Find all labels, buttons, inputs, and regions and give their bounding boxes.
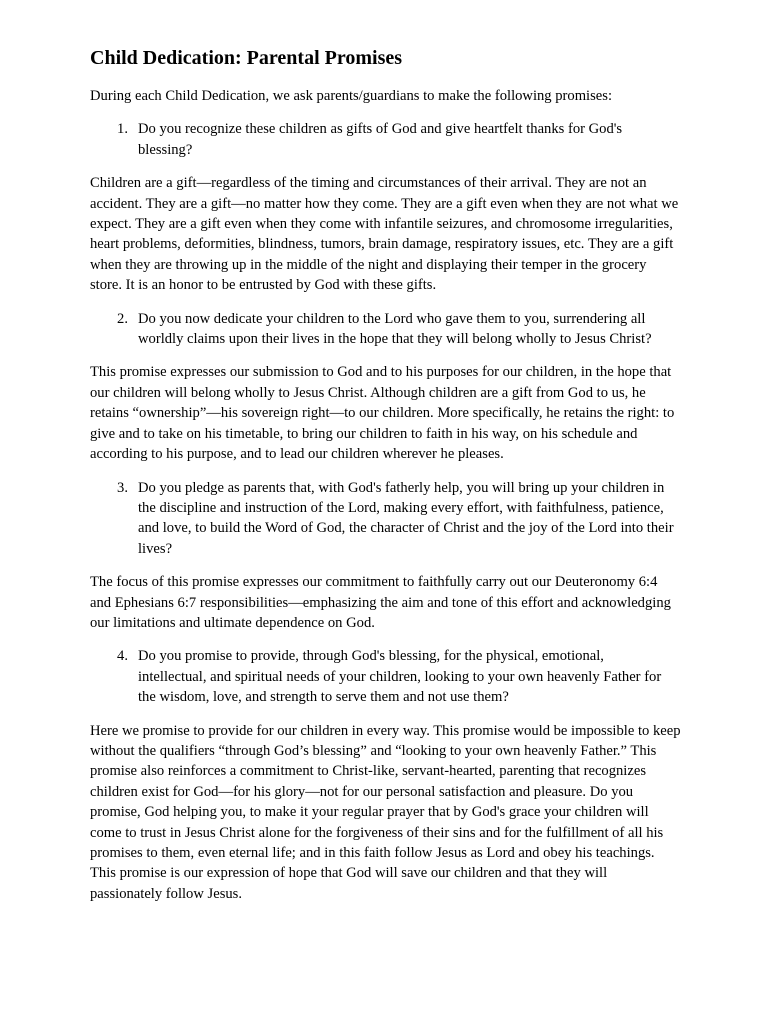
promise-number: 2. xyxy=(117,310,128,327)
document-page xyxy=(90,44,682,917)
promise-number: 4. xyxy=(117,648,128,665)
page-title: Child Dedication: Parental Promises xyxy=(90,47,403,69)
promise-text: Do you now dedicate your children to the Lord who gave them to you, surrendering all worldly claims upon their lives in the hope that they will belong wholly to Jesus Christ? xyxy=(138,310,652,348)
explanation-paragraph-4: Here we promise to provide for our children in every way. This promise would be impossible to keep without the qualifiers “through God’s blessing” and “looking to your own heavenly Father.” This promise also reinforces a commitment to Christ-like, servant-hearted, parenting that recognizes children exist for God—for his glory—not for our personal satisfaction and pleasure. Do you promise, God helping you, to make it your regular prayer that by God's grace your children will come to trust in Jesus Christ alone for the forgiveness of their sins and for the fulfillment of all his promises to them, even eternal life; and in this faith follow Jesus as Lord and obey his teachings. This promise is our expression of hope that God will save our children and that they will passionately follow Jesus. xyxy=(90,722,681,902)
promise-item-2 xyxy=(90,309,682,350)
promise-text: Do you recognize these children as gifts of God and give heartfelt thanks for God's blessing? xyxy=(138,121,623,158)
intro-paragraph: During each Child Dedication, we ask parents/guardians to make the following promises: xyxy=(90,88,613,104)
promise-item-3 xyxy=(90,478,682,560)
promise-item-4 xyxy=(90,646,682,707)
explanation-paragraph-3: The focus of this promise expresses our commitment to faithfully carry out our Deuteronomy 6:4 and Ephesians 6:7 responsibilities—emphasizing the aim and tone of this effort and acknowledging our limitations and ultimate dependence on God. xyxy=(90,574,671,631)
promise-number: 1. xyxy=(117,121,128,138)
promise-text: Do you pledge as parents that, with God's fatherly help, you will bring up your children in the discipline and instruction of the Lord, making every effort, with faithfulness, patience, and love, to build the Word of God, the character of Christ and the joy of the Lord into their lives? xyxy=(138,479,674,557)
promise-text: Do you promise to provide, through God's blessing, for the physical, emotional, intellectual, and spiritual needs of your children, looking to your own heavenly Father for the wisdom, love, and strength to serve them and not use them? xyxy=(138,648,662,706)
explanation-paragraph-1: Children are a gift—regardless of the timing and circumstances of their arrival. They are not an accident. They are a gift—no matter how they come. They are a gift even when they are not what we expect. They are a gift even when they come with infantile seizures, and chromosome irregularities, heart problems, deformities, blindness, tumors, brain damage, respiratory issues, etc. They are a gift when they are throwing up in the middle of the night and displaying their temper in the grocery store. It is an honor to be entrusted by God with these gifts. xyxy=(90,175,679,294)
promise-item-1 xyxy=(90,119,682,160)
explanation-paragraph-2: This promise expresses our submission to God and to his purposes for our children, in the hope that our children will belong wholly to Jesus Christ. Although children are a gift from God to us, he retains “ownership”—his sovereign right—to our children. More specifically, he retains the right: to give and to take on his timetable, to bring our children to faith in his way, on his schedule and according to his purpose, and to lead our children wherever he pleases. xyxy=(90,364,675,463)
promise-number: 3. xyxy=(117,479,128,496)
